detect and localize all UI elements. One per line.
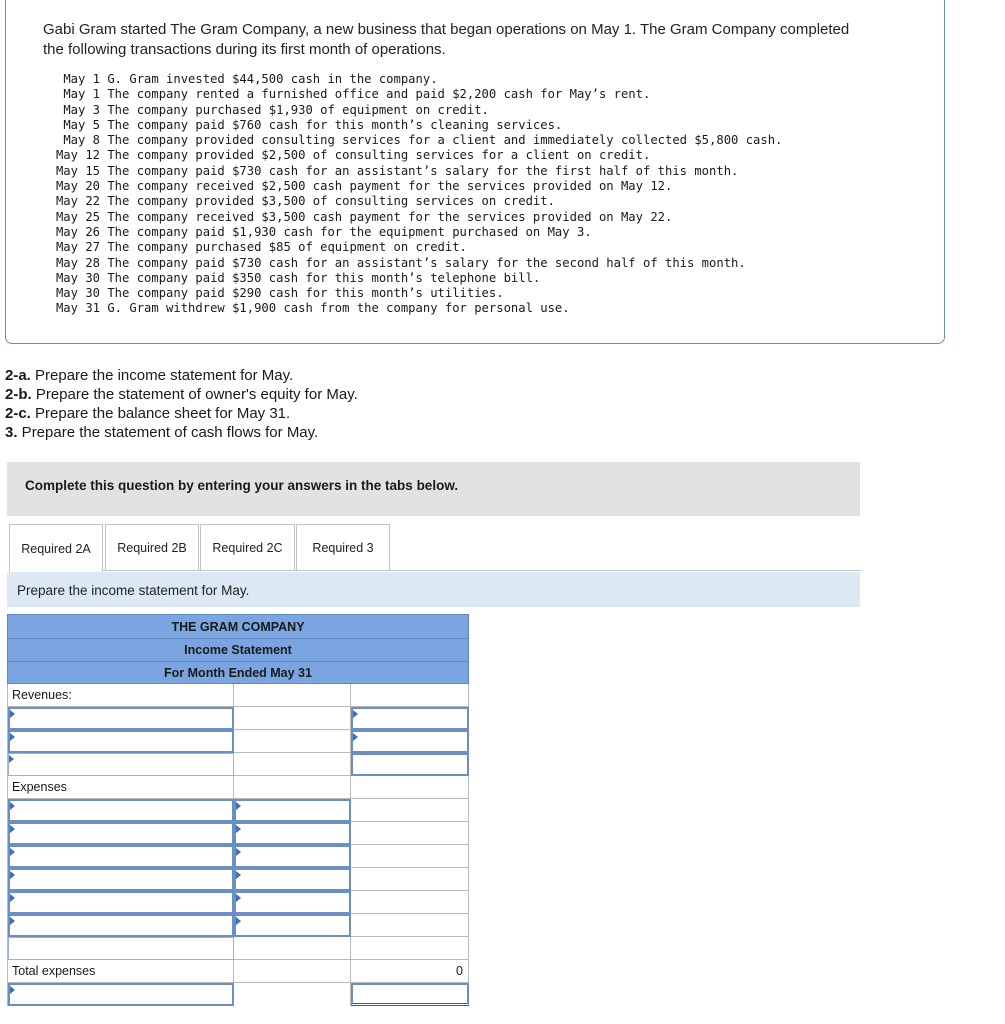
problem-intro: Gabi Gram started The Gram Company, a new business that began operations on May 1. The Gram Company completed the following transactions during its first month of operations. xyxy=(43,21,850,58)
empty-cell xyxy=(234,730,351,753)
requirement-text: Prepare the balance sheet for May 31. xyxy=(30,405,291,422)
transaction-row xyxy=(42,179,782,194)
empty-cell xyxy=(351,891,469,914)
transaction-list xyxy=(42,72,782,317)
transaction-text: The company provided $3,500 of consulting services on credit. xyxy=(107,194,555,209)
transaction-row xyxy=(42,225,782,240)
empty-cell xyxy=(351,914,469,937)
tab-required-2b[interactable]: Required 2B xyxy=(105,524,199,570)
instructions-text: Complete this question by entering your answers in the tabs below. xyxy=(25,478,459,493)
revenue-amount-input[interactable] xyxy=(351,707,469,730)
transaction-row xyxy=(42,72,782,87)
requirement-label: 2-b. xyxy=(5,386,32,403)
tab-divider xyxy=(9,570,861,571)
empty-cell xyxy=(234,684,351,707)
dropdown-flag-icon xyxy=(10,802,15,810)
requirement-item xyxy=(5,366,358,385)
transaction-row xyxy=(42,118,782,133)
active-prompt-bar xyxy=(7,572,860,607)
transaction-row xyxy=(42,133,782,148)
total-expenses-row xyxy=(8,960,469,983)
expense-amount-input[interactable] xyxy=(234,845,351,868)
total-expenses-value: 0 xyxy=(351,960,469,983)
requirement-item xyxy=(5,423,358,442)
transaction-date: May 1 xyxy=(63,87,100,102)
net-income-label-input[interactable] xyxy=(8,983,234,1006)
transaction-date: May 31 xyxy=(55,301,100,316)
revenue-row xyxy=(8,730,469,753)
revenues-label: Revenues: xyxy=(8,684,234,707)
requirement-text: Prepare the income statement for May. xyxy=(30,367,294,384)
requirement-label: 2-a. xyxy=(5,367,31,384)
empty-cell xyxy=(351,868,469,891)
expense-row xyxy=(8,799,469,822)
transaction-text: G. Gram invested $44,500 cash in the company. xyxy=(107,72,438,86)
transaction-date: May 27 xyxy=(55,240,100,255)
transaction-date: May 5 xyxy=(63,117,100,132)
statement-period: For Month Ended May 31 xyxy=(7,661,469,684)
transaction-text: The company paid $760 cash for this month’s cleaning services. xyxy=(107,117,563,132)
revenue-row xyxy=(8,707,469,730)
transaction-row xyxy=(42,103,782,118)
transaction-date: May 1 xyxy=(63,72,100,86)
transaction-text: The company paid $290 cash for this month’s utilities. xyxy=(107,286,504,301)
empty-cell xyxy=(234,776,351,799)
expense-amount-input[interactable] xyxy=(234,822,351,845)
transaction-text: The company provided consulting services for a client and immediately collected $5,800 cash. xyxy=(107,133,783,148)
transaction-date: May 22 xyxy=(55,194,100,209)
revenue-row xyxy=(8,753,469,776)
requirement-text: Prepare the statement of cash flows for May. xyxy=(17,424,319,441)
expense-amount-input[interactable] xyxy=(234,914,351,937)
active-prompt: Prepare the income statement for May. xyxy=(17,583,250,598)
expense-account-input[interactable] xyxy=(8,891,234,914)
expense-account-input[interactable] xyxy=(8,914,234,937)
transaction-date: May 26 xyxy=(55,224,100,239)
empty-cell xyxy=(234,707,351,730)
transaction-row xyxy=(42,87,782,102)
dropdown-flag-icon xyxy=(10,710,15,718)
transaction-text: The company received $2,500 cash payment for the services provided on May 12. xyxy=(107,179,673,194)
transaction-date: May 12 xyxy=(55,148,100,163)
dropdown-flag-icon xyxy=(10,894,15,902)
empty-cell xyxy=(351,799,469,822)
expense-row xyxy=(8,937,469,960)
transaction-text: The company paid $350 cash for this month’s telephone bill. xyxy=(107,270,541,285)
income-statement-table xyxy=(7,614,469,1006)
total-expenses-label: Total expenses xyxy=(8,960,234,983)
transaction-date: May 28 xyxy=(55,255,100,270)
tab-required-2a[interactable]: Required 2A xyxy=(9,524,103,572)
statement-body xyxy=(7,684,469,1006)
dropdown-flag-icon xyxy=(236,917,241,925)
transaction-text: The company paid $730 cash for an assistant’s salary for the second half of this month. xyxy=(107,255,746,270)
requirement-label: 2-c. xyxy=(5,405,31,422)
expense-account-input[interactable] xyxy=(8,799,234,822)
requirement-text: Prepare the statement of owner's equity for May. xyxy=(31,386,358,403)
dropdown-flag-icon xyxy=(10,917,15,925)
dropdown-flag-icon xyxy=(353,733,358,741)
transaction-row xyxy=(42,210,782,225)
dropdown-flag-icon xyxy=(10,733,15,741)
expense-row xyxy=(8,845,469,868)
statement-company: THE GRAM COMPANY xyxy=(7,614,469,638)
transaction-row xyxy=(42,164,782,179)
empty-cell xyxy=(351,684,469,707)
transaction-date: May 8 xyxy=(63,133,100,148)
tab-required-2c[interactable]: Required 2C xyxy=(200,524,295,570)
expense-amount-input[interactable] xyxy=(234,868,351,891)
transaction-date: May 30 xyxy=(55,286,100,301)
dropdown-flag-icon xyxy=(9,755,14,763)
transaction-text: The company purchased $85 of equipment on credit. xyxy=(107,240,467,255)
expenses-label: Expenses xyxy=(8,776,234,799)
expense-row xyxy=(8,891,469,914)
net-income-row xyxy=(8,983,469,1006)
transaction-row xyxy=(42,286,782,301)
empty-cell xyxy=(351,822,469,845)
expense-account-input[interactable] xyxy=(8,822,234,845)
transaction-text: The company rented a furnished office and paid $2,200 cash for May’s rent. xyxy=(107,87,651,102)
empty-cell xyxy=(351,845,469,868)
revenue-account-input[interactable] xyxy=(8,730,234,753)
transaction-row xyxy=(42,148,782,163)
empty-cell xyxy=(234,983,351,1006)
dropdown-flag-icon xyxy=(10,848,15,856)
statement-title: Income Statement xyxy=(7,638,469,661)
expense-account-input[interactable] xyxy=(8,845,234,868)
revenue-amount-input[interactable] xyxy=(351,730,469,753)
transaction-row xyxy=(42,194,782,209)
empty-cell xyxy=(351,776,469,799)
dropdown-flag-icon xyxy=(236,871,241,879)
empty-cell xyxy=(351,937,469,960)
transaction-date: May 3 xyxy=(63,102,100,117)
expense-amount-input[interactable] xyxy=(234,799,351,822)
expenses-header-row xyxy=(8,776,469,799)
transaction-row xyxy=(42,271,782,286)
expense-row xyxy=(8,868,469,891)
requirement-item xyxy=(5,404,358,423)
expense-row xyxy=(8,822,469,845)
empty-cell xyxy=(234,937,351,960)
transaction-date: May 20 xyxy=(55,179,100,194)
net-income-amount-input[interactable] xyxy=(351,983,469,1006)
transaction-row xyxy=(42,240,782,255)
dropdown-flag-icon xyxy=(236,894,241,902)
dropdown-flag-icon xyxy=(353,710,358,718)
transaction-text: The company provided $2,500 of consulting services for a client on credit. xyxy=(107,148,651,163)
dropdown-flag-icon xyxy=(236,848,241,856)
revenue-account-input[interactable] xyxy=(8,707,234,730)
expense-account-input[interactable] xyxy=(8,937,234,960)
expense-row xyxy=(8,914,469,937)
instructions-bar xyxy=(7,462,860,516)
requirement-item xyxy=(5,385,358,404)
transaction-text: G. Gram withdrew $1,900 cash from the company for personal use. xyxy=(107,301,570,316)
requirement-label: 3. xyxy=(5,424,18,441)
dropdown-flag-icon xyxy=(10,986,15,994)
transaction-text: The company paid $1,930 cash for the equipment purchased on May 3. xyxy=(107,224,592,239)
dropdown-flag-icon xyxy=(236,802,241,810)
transaction-text: The company paid $730 cash for an assistant’s salary for the first half of this month. xyxy=(107,163,739,178)
transaction-row xyxy=(42,256,782,271)
revenues-header-row xyxy=(8,684,469,707)
transaction-date: May 25 xyxy=(55,209,100,224)
empty-cell xyxy=(234,753,351,776)
transaction-date: May 30 xyxy=(55,270,100,285)
transaction-row xyxy=(42,301,782,316)
dropdown-flag-icon xyxy=(10,871,15,879)
tab-required-3[interactable]: Required 3 xyxy=(296,524,390,570)
transaction-date: May 15 xyxy=(55,163,100,178)
transaction-text: The company received $3,500 cash payment for the services provided on May 22. xyxy=(107,209,673,224)
dropdown-flag-icon xyxy=(10,825,15,833)
expense-amount-input[interactable] xyxy=(234,891,351,914)
revenue-account-input[interactable] xyxy=(8,753,234,776)
transaction-text: The company purchased $1,930 of equipment on credit. xyxy=(107,102,489,117)
dropdown-flag-icon xyxy=(236,825,241,833)
expense-account-input[interactable] xyxy=(8,868,234,891)
requirements-list xyxy=(5,366,358,442)
revenue-amount-input[interactable] xyxy=(351,753,469,776)
empty-cell xyxy=(234,960,351,983)
